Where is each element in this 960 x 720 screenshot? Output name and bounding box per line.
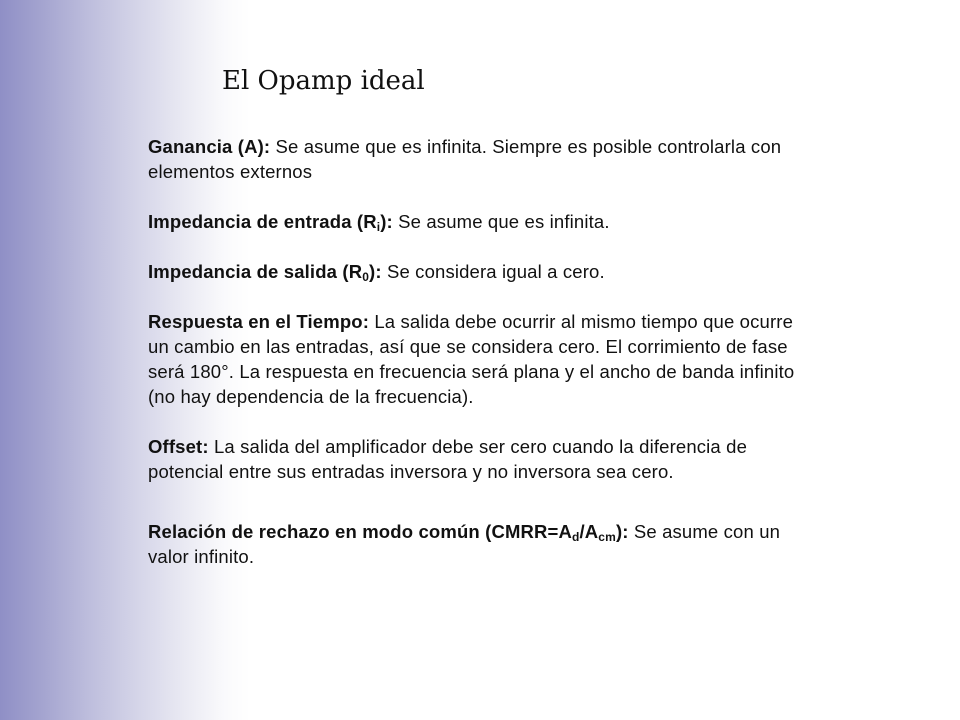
text-ganancia: Se asume que es infinita. Siempre es posible controlarla con elementos externos [148, 136, 782, 182]
spacer [148, 184, 818, 209]
paragraph-offset [148, 434, 818, 484]
term-impedancia-salida [148, 261, 382, 282]
paragraph-impedancia-entrada [148, 209, 818, 234]
term-cmrr [148, 521, 629, 542]
term-impedancia-entrada [148, 211, 393, 232]
paragraph-ganancia [148, 134, 818, 184]
term-impedancia-salida-end: ): [369, 261, 382, 282]
term-cmrr-end: ): [615, 521, 629, 542]
term-impedancia-entrada-start: Impedancia de entrada (R [148, 211, 377, 232]
spacer [148, 484, 818, 519]
term-cmrr-slash: /A [579, 521, 599, 542]
term-cmrr-start: Relación de rechazo en modo común (CMRR=A [148, 521, 572, 542]
subscript-i: i [376, 220, 381, 234]
paragraph-cmrr [148, 519, 818, 569]
term-impedancia-entrada-end: ): [380, 211, 393, 232]
slide-title: El Opamp ideal [222, 66, 425, 96]
paragraph-respuesta-tiempo [148, 309, 818, 409]
text-cmrr: Se asume con un valor infinito. [148, 521, 781, 567]
slide-body [148, 134, 818, 569]
term-offset: Offset: [148, 436, 209, 457]
subscript-0: 0 [362, 270, 370, 284]
subscript-d: d [572, 530, 580, 544]
term-ganancia: Ganancia (A): [148, 136, 271, 157]
term-respuesta-tiempo: Respuesta en el Tiempo: [148, 311, 370, 332]
spacer [148, 284, 818, 309]
text-respuesta-tiempo: La salida debe ocurrir al mismo tiempo que ocurre un cambio en las entradas, así que se considera cero. El corrimiento de fase será 180°. La respuesta en frecuencia será plana y el ancho de banda infinito (no hay dependencia de la frecuencia). [148, 311, 795, 407]
paragraph-impedancia-salida [148, 259, 818, 284]
text-impedancia-entrada: Se asume que es infinita. [392, 211, 610, 232]
spacer [148, 409, 818, 434]
text-offset: La salida del amplificador debe ser cero cuando la diferencia de potencial entre sus entradas inversora y no inversora sea cero. [148, 436, 748, 482]
term-impedancia-salida-start: Impedancia de salida (R [148, 261, 363, 282]
subscript-cm: cm [598, 530, 616, 544]
spacer [148, 234, 818, 259]
text-impedancia-salida: Se considera igual a cero. [381, 261, 605, 282]
